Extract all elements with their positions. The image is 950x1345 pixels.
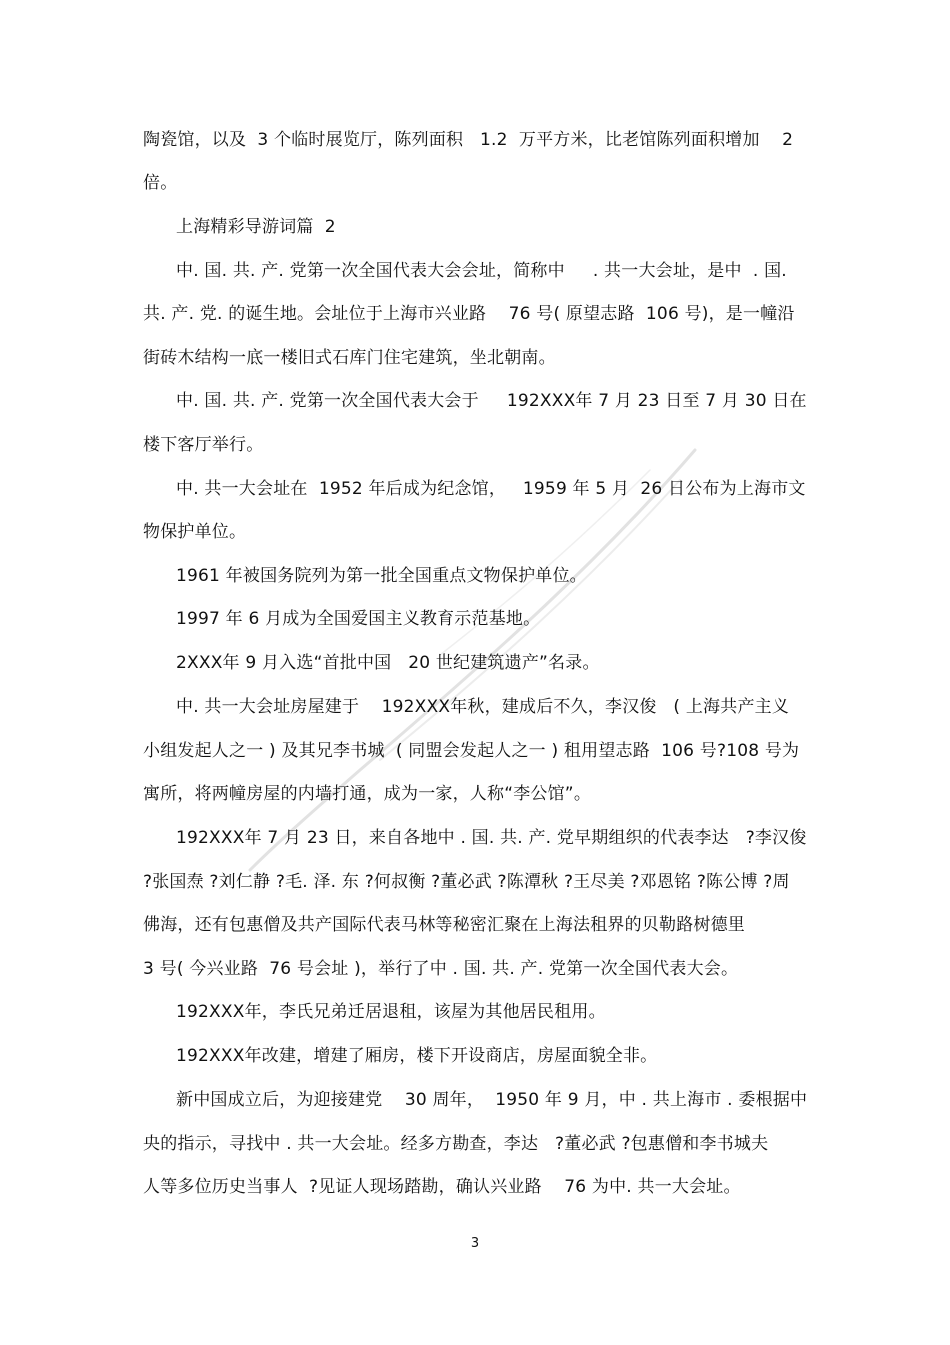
text-line: 寓所，将两幢房屋的内墙打通，成为一家，人称“李公馆”。	[143, 784, 592, 804]
text-line: 3 号( 今兴业路 76 号会址 )，举行了中 . 国. 共. 产. 党第一次全国代表大会。	[143, 959, 739, 979]
section-heading: 上海精彩导游词篇 2	[176, 217, 336, 237]
text-line: 2XXX年 9 月入选“首批中国 20 世纪建筑遗产”名录。	[176, 653, 600, 673]
text-line: ?张国焘 ?刘仁静 ?毛. 泽. 东 ?何叔衡 ?董必武 ?陈潭秋 ?王尽美 ?邓恩铭 ?陈公博 ?周	[143, 872, 790, 892]
text-line: 央的指示，寻找中 . 共一大会址。经多方勘查，李达 ?董必武 ?包惠僧和李书城夫	[143, 1134, 769, 1154]
page-number: 3	[470, 1236, 480, 1251]
text-line: 共. 产. 党. 的诞生地。会址位于上海市兴业路 76 号( 原望志路 106 号)，是一幢沿	[143, 304, 795, 324]
text-line: 倍。	[143, 173, 178, 193]
text-line: 中. 国. 共. 产. 党第一次全国代表大会于 192XXX年 7 月 23 日至 7 月 30 日在	[176, 391, 807, 411]
text-line: 街砖木结构一底一楼旧式石库门住宅建筑，坐北朝南。	[143, 348, 556, 368]
text-line: 佛海，还有包惠僧及共产国际代表马林等秘密汇聚在上海法租界的贝勒路树德里	[143, 915, 745, 935]
text-line: 新中国成立后，为迎接建党 30 周年， 1950 年 9 月，中 . 共上海市 . 委根据中	[176, 1090, 808, 1110]
text-line: 中. 共一大会址在 1952 年后成为纪念馆， 1959 年 5 月 26 日公布为上海市文	[176, 479, 806, 499]
text-line: 192XXX年，李氏兄弟迁居退租，该屋为其他居民租用。	[176, 1002, 606, 1022]
text-line: 192XXX年改建，增建了厢房，楼下开设商店，房屋面貌全非。	[176, 1046, 658, 1066]
text-line: 陶瓷馆，以及 3 个临时展览厅，陈列面积 1.2 万平方米，比老馆陈列面积增加 2	[143, 130, 794, 150]
text-line: 中. 共一大会址房屋建于 192XXX年秋，建成后不久，李汉俊 ( 上海共产主义	[176, 697, 790, 717]
text-line: 1997 年 6 月成为全国爱国主义教育示范基地。	[176, 609, 541, 629]
text-line: 192XXX年 7 月 23 日，来自各地中 . 国. 共. 产. 党早期组织的代表李达 ?李汉俊	[176, 828, 807, 848]
text-line: 小组发起人之一 ) 及其兄李书城 ( 同盟会发起人之一 ) 租用望志路 106 号?108 号为	[143, 741, 800, 761]
text-line: 人等多位历史当事人 ?见证人现场踏勘，确认兴业路 76 为中. 共一大会址。	[143, 1177, 741, 1197]
text-line: 1961 年被国务院列为第一批全国重点文物保护单位。	[176, 566, 587, 586]
text-line: 中. 国. 共. 产. 党第一次全国代表大会会址，简称中 . 共一大会址，是中 . 国.	[176, 261, 787, 281]
text-line: 物保护单位。	[143, 522, 247, 542]
text-line: 楼下客厅举行。	[143, 435, 264, 455]
